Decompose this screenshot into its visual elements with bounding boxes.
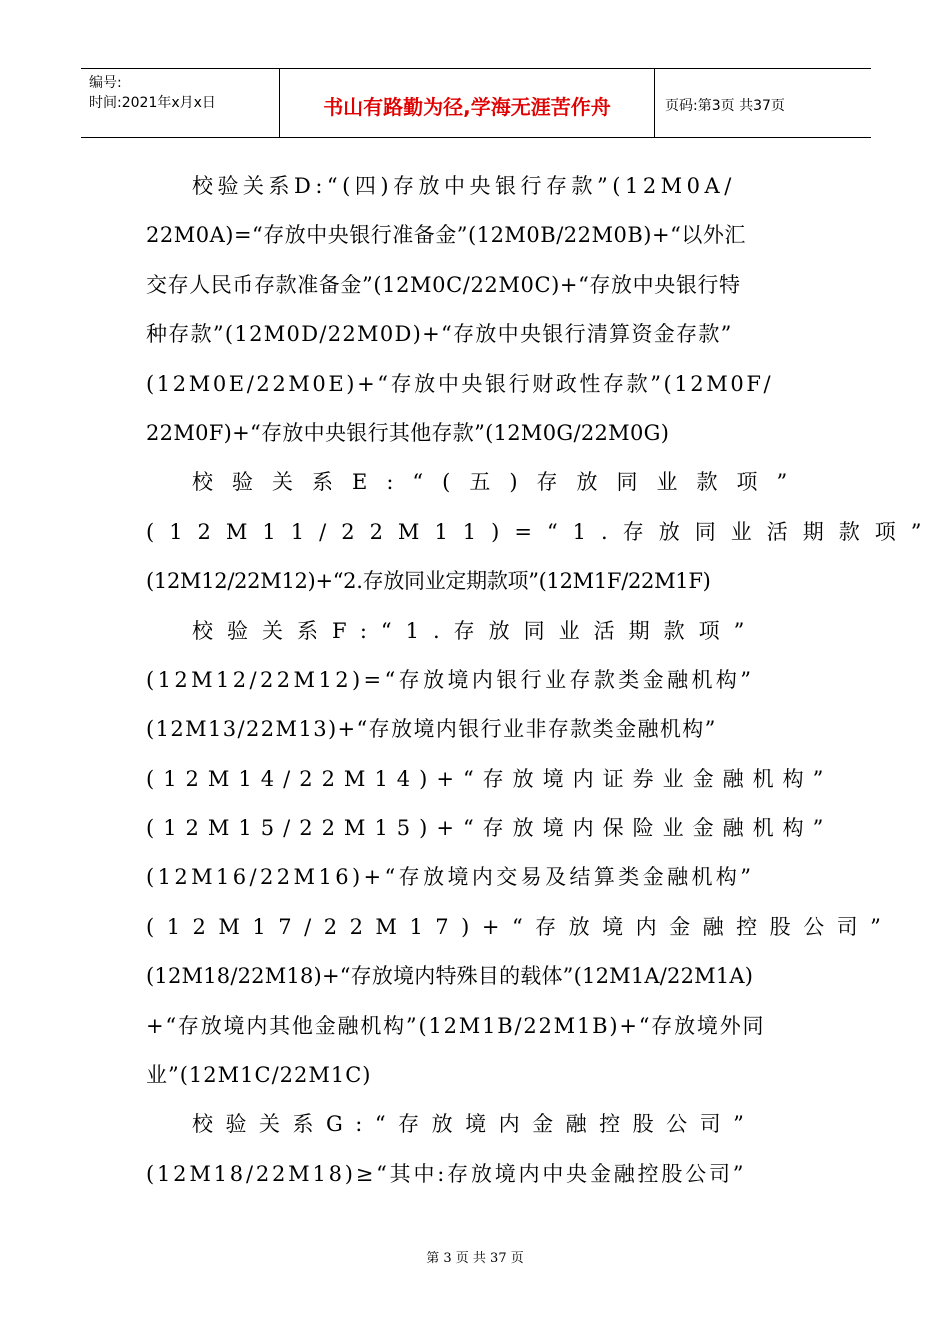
header-meta [81, 69, 280, 137]
text-line: (12M0E/22M0E)+“存放中央银行财政性存款”(12M0F/ [146, 371, 774, 396]
text-line: 校验关系G:“存放境内金融控股公司” [192, 1112, 757, 1137]
text-line: (12M15/22M15)+“存放境内保险业金融机构” [146, 816, 833, 841]
text-line: (12M11/22M11)=“1.存放同业活期款项” [146, 519, 937, 544]
text-line: 22M0F)+“存放中央银行其他存款”(12M0G/22M0G) [146, 420, 670, 445]
text-line: (12M17/22M17)+“存放境内金融控股公司” [146, 914, 894, 939]
page-footer: 第 3 页 共 37 页 [426, 1251, 524, 1266]
header-motto: 书山有路勤为径,学海无涯苦作舟 [280, 69, 655, 137]
text-line: 校验关系E:“(五)存放同业款项” [192, 470, 807, 495]
text-line: (12M18/22M18)+“存放境内特殊目的载体”(12M1A/22M1A) [146, 964, 754, 989]
text-line: 种存款”(12M0D/22M0D)+“存放中央银行清算资金存款” [146, 322, 733, 347]
text-line: (12M12/22M12)+“2.存放同业定期款项”(12M1F/22M1F) [146, 569, 711, 594]
text-line: +“存放境内其他金融机构”(12M1B/22M1B)+“存放境外同 [146, 1013, 766, 1038]
text-line: 校验关系F:“1.存放同业活期款项” [192, 618, 759, 643]
text-line: 22M0A)=“存放中央银行准备金”(12M0B/22M0B)+“以外汇 [146, 223, 746, 248]
header-page-info: 页码:第3页 共37页 [665, 98, 785, 114]
text-line: (12M14/22M14)+“存放境内证券业金融机构” [146, 766, 833, 791]
number-label: 编号: [89, 75, 122, 91]
text-line: (12M12/22M12)=“存放境内银行业存款类金融机构” [146, 667, 755, 692]
document-body [146, 165, 937, 1202]
date-label: 时间:2021年x月x日 [89, 95, 216, 111]
text-line: (12M13/22M13)+“存放境内银行业非存款类金融机构” [146, 717, 717, 742]
text-line: (12M16/22M16)+“存放境内交易及结算类金融机构” [146, 865, 755, 890]
text-line: (12M18/22M18)≥“其中:存放境内中央金融控股公司” [146, 1161, 747, 1186]
page-header [81, 68, 871, 138]
text-line: 交存人民币存款准备金”(12M0C/22M0C)+“存放中央银行特 [146, 272, 741, 297]
text-line: 业”(12M1C/22M1C) [146, 1063, 372, 1088]
text-line: 校验关系D:“(四)存放中央银行存款”(12M0A/ [192, 174, 736, 198]
